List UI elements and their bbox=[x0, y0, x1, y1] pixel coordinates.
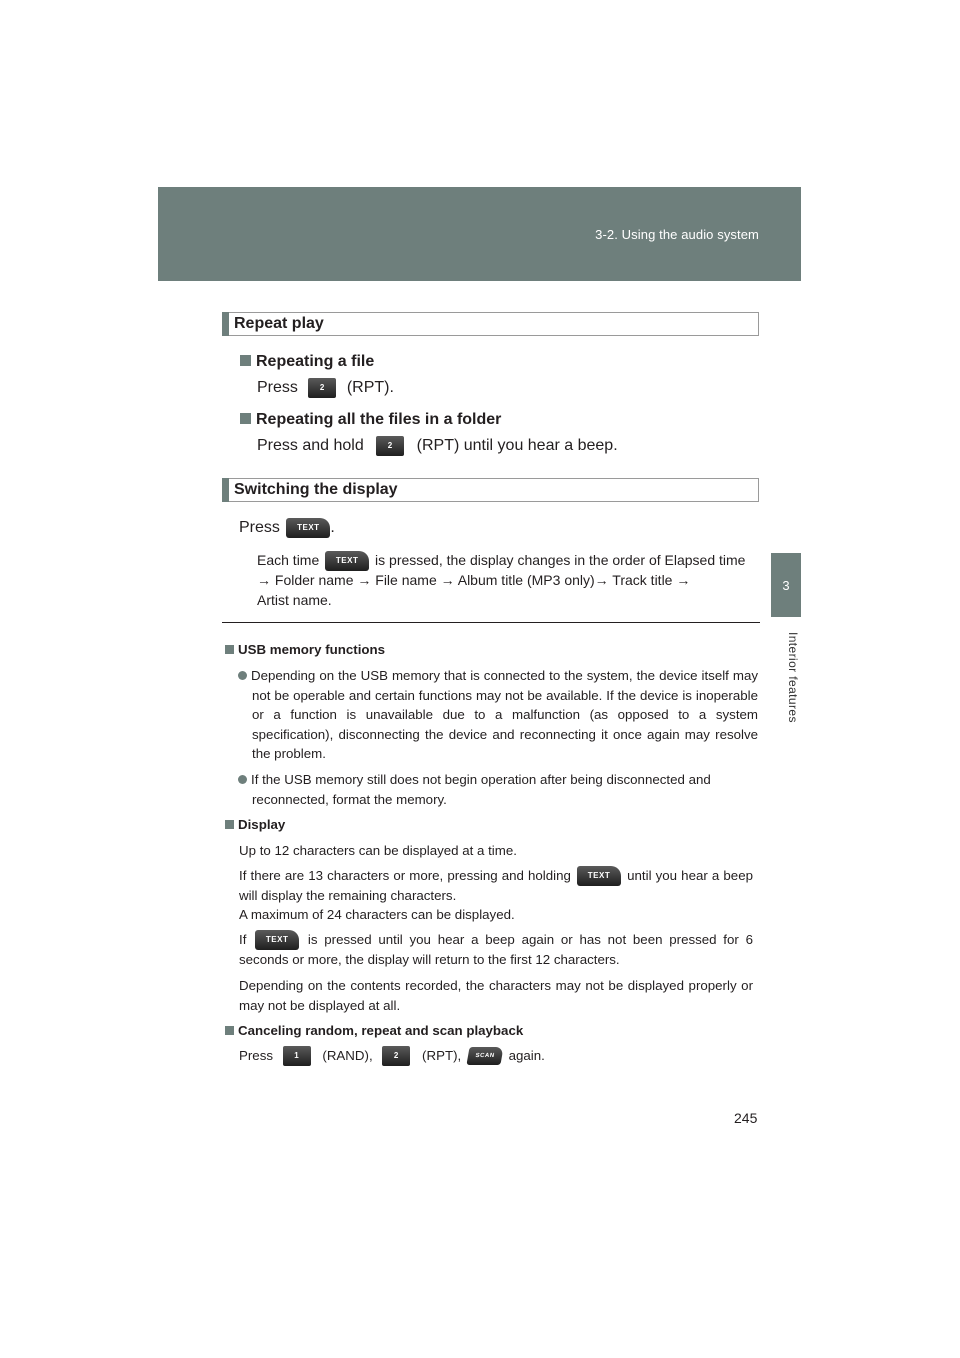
preset-2-button-icon: 2 bbox=[382, 1046, 410, 1066]
section-title: 3-2. Using the audio system bbox=[595, 227, 759, 242]
instruction-switch-display bbox=[239, 518, 335, 538]
preset-1-button-icon: 1 bbox=[283, 1046, 311, 1066]
display-order-note bbox=[257, 551, 759, 610]
section-heading-text: Switching the display bbox=[234, 481, 398, 498]
instruction-repeat-file bbox=[257, 378, 394, 398]
subheading-text: Repeating all the files in a folder bbox=[256, 411, 502, 428]
chapter-number: 3 bbox=[782, 577, 790, 593]
subheading-repeating-folder bbox=[240, 411, 501, 429]
note-heading-cancel bbox=[225, 1021, 523, 1041]
circle-bullet-icon bbox=[238, 671, 247, 680]
section-heading-repeat-play bbox=[222, 312, 759, 336]
instruction-text: Press bbox=[239, 519, 280, 537]
note-text: (RPT), bbox=[422, 1048, 462, 1063]
square-bullet-icon bbox=[225, 820, 234, 829]
heading-marker bbox=[222, 478, 229, 502]
text-button-icon: TEXT bbox=[577, 866, 621, 886]
square-bullet-icon bbox=[225, 645, 234, 654]
note-display-p2 bbox=[239, 866, 753, 906]
note-display-p3: A maximum of 24 characters can be displayed. bbox=[239, 907, 515, 922]
subheading-repeating-file bbox=[240, 353, 374, 371]
display-order-line: → Folder name → File name → Album title (MP3 only)→ Track title → bbox=[257, 572, 691, 589]
note-heading-usb bbox=[225, 640, 385, 660]
note-text: is pressed, the display changes in the order of Elapsed time bbox=[375, 552, 746, 568]
note-heading-text: USB memory functions bbox=[238, 642, 386, 657]
note-cancel-instruction bbox=[239, 1046, 753, 1066]
instruction-text: Press and hold bbox=[257, 437, 364, 455]
instruction-repeat-folder bbox=[257, 436, 618, 456]
square-bullet-icon bbox=[225, 1026, 234, 1035]
note-text: again. bbox=[508, 1048, 545, 1063]
page-number: 245 bbox=[734, 1110, 758, 1126]
instruction-text: (RPT). bbox=[346, 379, 394, 397]
note-heading-text: Display bbox=[238, 817, 286, 832]
note-display-p4 bbox=[239, 930, 753, 970]
instruction-text: (RPT) until you hear a beep. bbox=[416, 437, 618, 455]
preset-2-button-icon: 2 bbox=[376, 436, 404, 456]
instruction-text: Press bbox=[257, 379, 298, 397]
chapter-label: Interior features bbox=[786, 632, 800, 723]
header-bar bbox=[158, 187, 801, 281]
subheading-text: Repeating a file bbox=[256, 353, 375, 370]
circle-bullet-icon bbox=[238, 775, 247, 784]
display-order-line: Artist name. bbox=[257, 591, 332, 608]
text-button-icon: TEXT bbox=[325, 551, 369, 571]
note-text: Press bbox=[239, 1048, 273, 1063]
note-heading-display bbox=[225, 815, 285, 835]
chapter-tab bbox=[771, 553, 801, 617]
note-text: Each time bbox=[257, 552, 320, 568]
square-bullet-icon bbox=[240, 413, 251, 424]
section-heading-switching-display bbox=[222, 478, 759, 502]
note-text: Depending on the USB memory that is connected to the system, the device itself may not be operable and certain functions may not be available. If the device is inoperable or a function is unavailable due to a malfunction (as opposed to a system specification), disconnecting the device and reconnecting it once again may resolve the problem. bbox=[251, 668, 758, 761]
scan-button-icon: SCAN bbox=[466, 1047, 503, 1065]
note-text: until you hear a beep will display the remaining characters. bbox=[239, 868, 753, 904]
preset-2-button-icon: 2 bbox=[308, 378, 336, 398]
note-text: (RAND), bbox=[322, 1048, 373, 1063]
note-usb-bullet-2 bbox=[238, 770, 758, 809]
note-text: If the USB memory still does not begin operation after being disconnected and reconnected, format the memory. bbox=[251, 772, 711, 807]
section-heading-text: Repeat play bbox=[234, 315, 324, 332]
note-usb-bullet-1 bbox=[238, 666, 758, 764]
note-display-p1: Up to 12 characters can be displayed at a time. bbox=[239, 843, 517, 858]
note-heading-text: Canceling random, repeat and scan playback bbox=[238, 1023, 524, 1038]
heading-marker bbox=[222, 312, 229, 336]
text-button-icon: TEXT bbox=[255, 930, 299, 950]
square-bullet-icon bbox=[240, 355, 251, 366]
note-text: is pressed until you hear a beep again or has not been pressed for 6 seconds or more, the display will return to the first 12 characters. bbox=[239, 932, 753, 968]
note-display-p5: Depending on the contents recorded, the characters may not be displayed properly or may not be displayed at all. bbox=[239, 978, 753, 1013]
note-text: If bbox=[239, 932, 247, 947]
text-button-icon: TEXT bbox=[286, 518, 330, 538]
section-divider bbox=[222, 622, 760, 623]
note-text: If there are 13 characters or more, pressing and holding bbox=[239, 868, 571, 883]
instruction-text: . bbox=[330, 519, 335, 537]
